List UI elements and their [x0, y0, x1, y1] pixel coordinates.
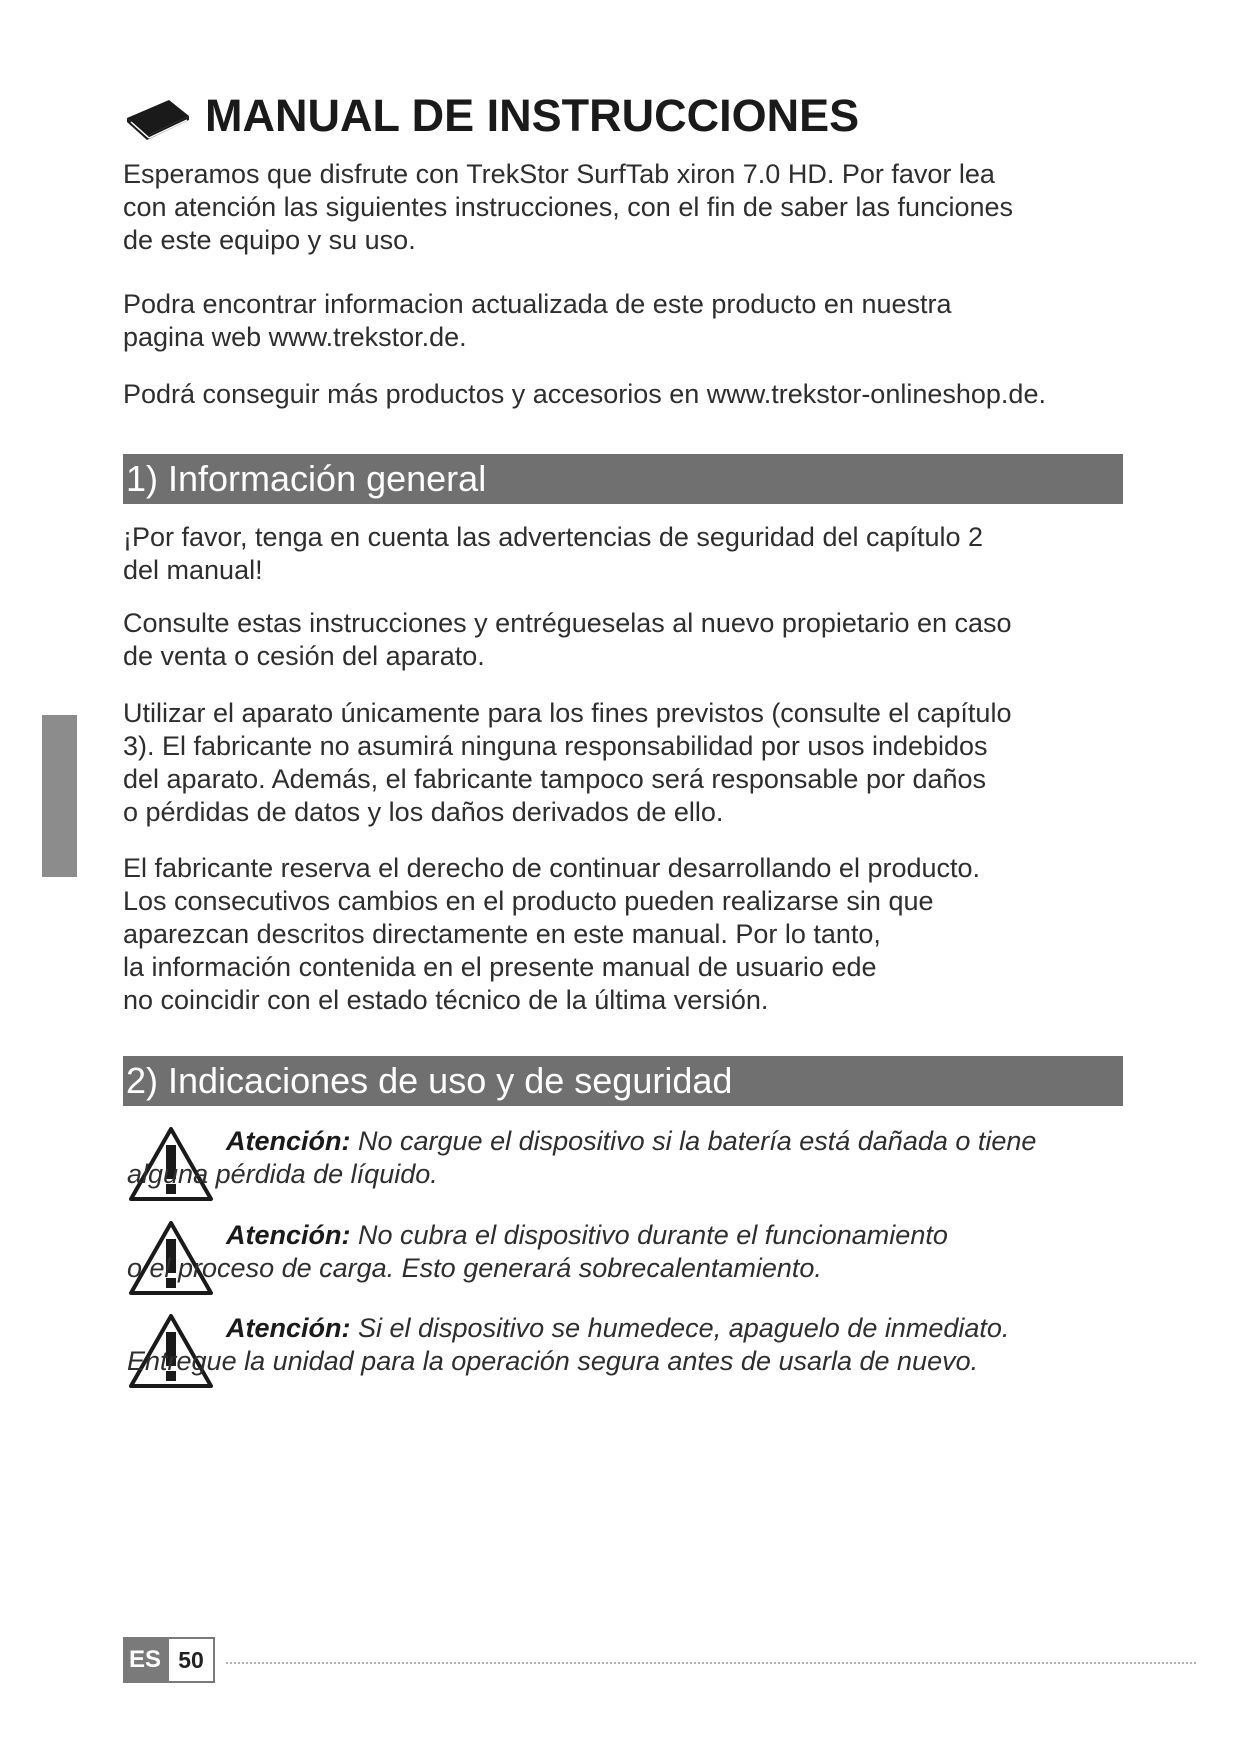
page-title	[123, 88, 859, 144]
section1-paragraph-4: El fabricante reserva el derecho de continuar desarrollando el producto. Los consecutivos cambios en el producto pueden realizarse sin que aparezcan descritos directamente en este manual. Por lo tanto, la información contenida en el presente manual de usuario ede no coincidir con el estado técnico de la última versión.	[123, 853, 981, 1015]
section-heading-general: 1) Información general	[123, 454, 1123, 504]
warning-text	[127, 1219, 1107, 1285]
section1-paragraph-2: Consulte estas instrucciones y entrégueselas al nuevo propietario en caso de venta o cesión del aparato.	[123, 608, 1012, 671]
warning-2	[127, 1219, 1127, 1289]
intro-paragraph-1: Esperamos que disfrute con TrekStor SurfTab xiron 7.0 HD. Por favor lea con atención las siguientes instrucciones, con el fin de saber las funciones de este equipo y su uso.	[123, 159, 1014, 255]
page-number: 50	[167, 1637, 215, 1683]
language-badge: ES	[123, 1637, 167, 1683]
book-icon	[123, 92, 193, 140]
warning-line-2: Entregue la unidad para la operación segura antes de usarla de nuevo.	[127, 1346, 979, 1376]
warning-line-2: alguna pérdida de líquido.	[127, 1159, 438, 1189]
warning-line-2: o el proceso de carga. Esto generará sobrecalentamiento.	[127, 1253, 822, 1283]
warning-3	[127, 1312, 1127, 1382]
warning-label: Atención:	[226, 1313, 351, 1343]
warning-text	[127, 1125, 1107, 1191]
side-tab-marker	[42, 715, 77, 877]
warning-label: Atención:	[226, 1220, 351, 1250]
section-heading-safety: 2) Indicaciones de uso y de seguridad	[123, 1056, 1123, 1106]
warning-text	[127, 1312, 1107, 1378]
section1-paragraph-3: Utilizar el aparato únicamente para los fines previstos (consulte el capítulo 3). El fabricante no asumirá ninguna responsabilidad por usos indebidos del aparato. Además, el fabricante tampoco será responsable por daños o pérdidas de datos y los daños derivados de ello.	[123, 698, 1012, 827]
intro-paragraph-2: Podra encontrar informacion actualizada de este producto en nuestra pagina web www.trekstor.de.	[123, 289, 952, 352]
warning-line-1: No cargue el dispositivo si la batería está dañada o tiene	[350, 1126, 1037, 1156]
section1-paragraph-1: ¡Por favor, tenga en cuenta las advertencias de seguridad del capítulo 2 del manual!	[123, 522, 984, 585]
warning-line-1: Si el dispositivo se humedece, apaguelo de inmediato.	[350, 1313, 1010, 1343]
footer-dotted-line	[226, 1662, 1196, 1664]
warning-line-1: No cubra el dispositivo durante el funcionamiento	[350, 1220, 948, 1250]
warning-1	[127, 1125, 1127, 1195]
warning-label: Atención:	[226, 1126, 351, 1156]
title-text: MANUAL DE INSTRUCCIONES	[205, 90, 860, 141]
intro-paragraph-3: Podrá conseguir más productos y accesorios en www.trekstor-onlineshop.de.	[123, 379, 1046, 409]
page-footer	[123, 1637, 215, 1683]
